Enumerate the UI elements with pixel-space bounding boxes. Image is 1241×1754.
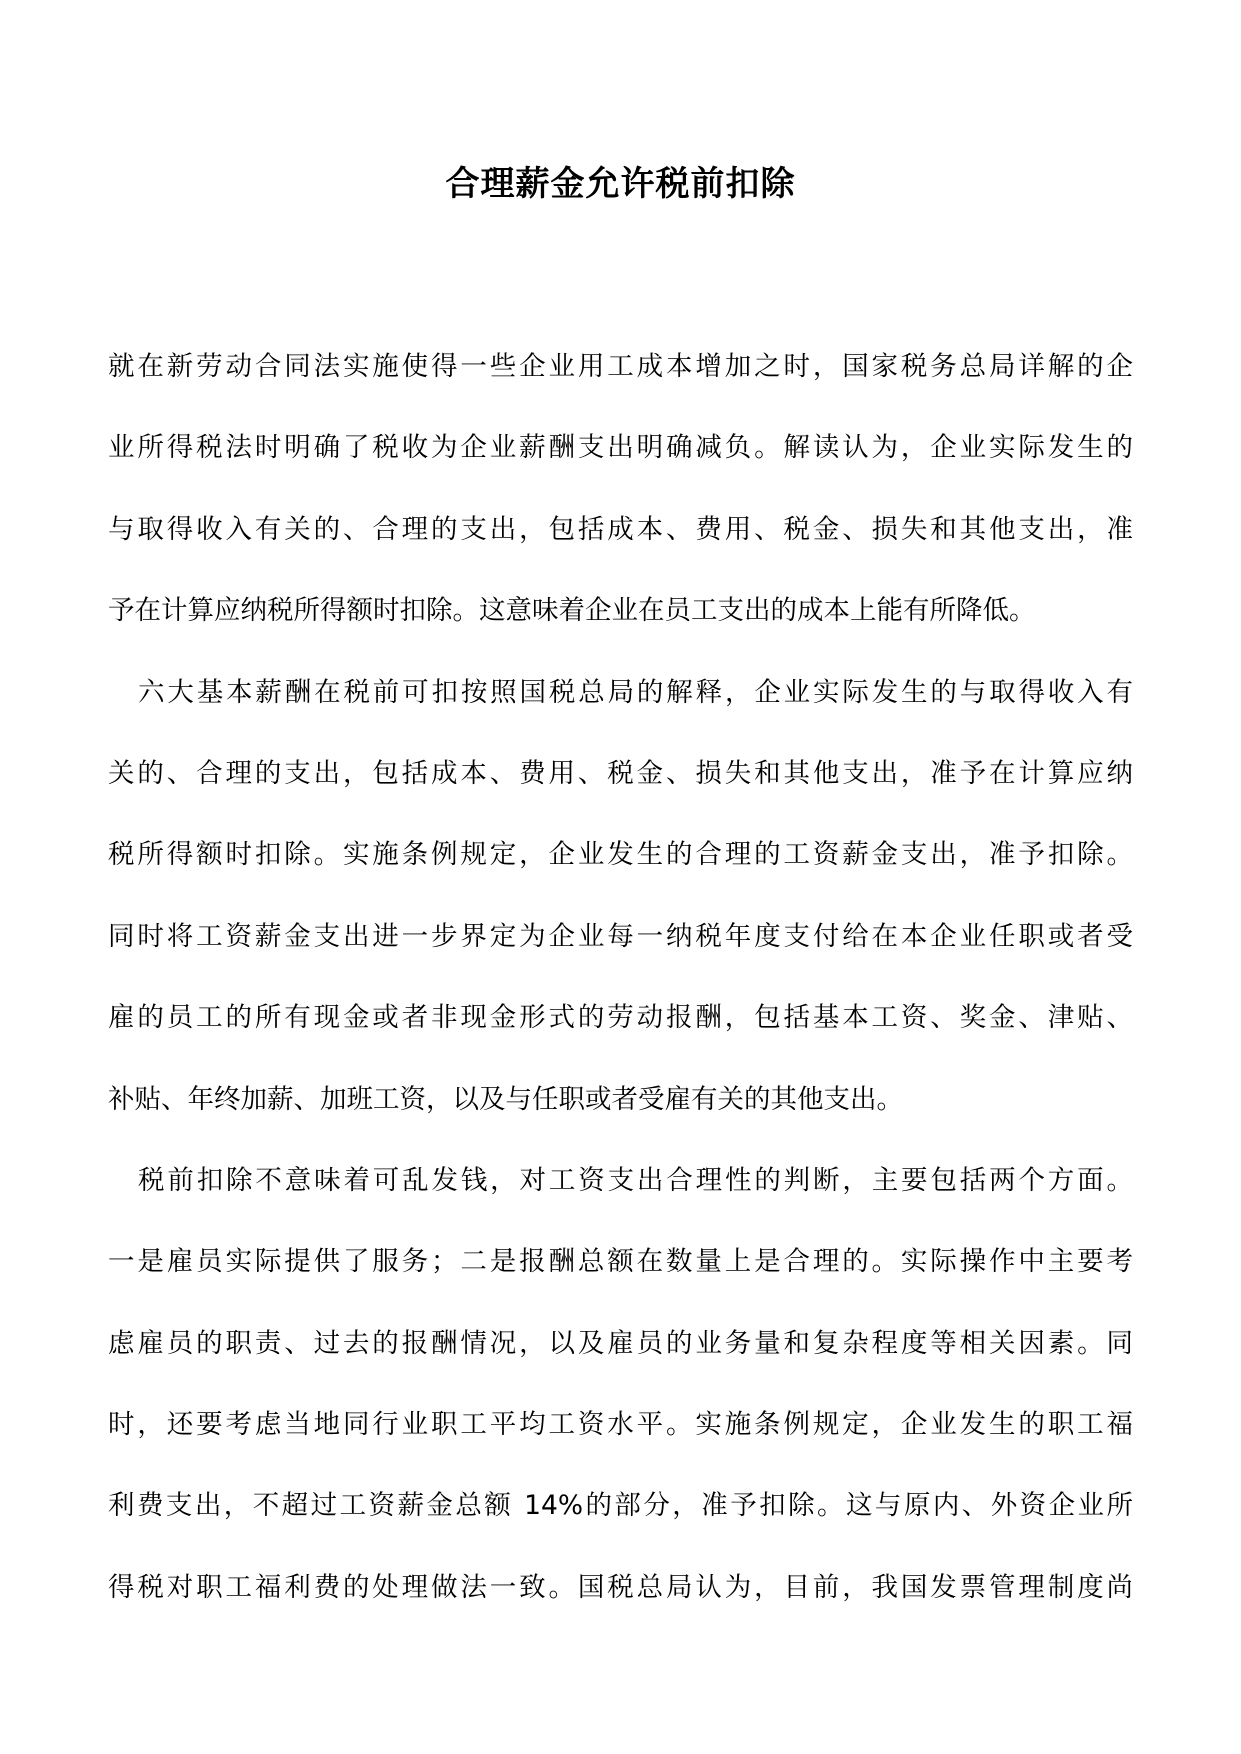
paragraph-3-line-6: 得税对职工福利费的处理做法一致。国税总局认为，目前，我国发票管理制度尚 — [108, 1571, 1133, 1603]
paragraph-3-line-3: 虑雇员的职责、过去的报酬情况，以及雇员的业务量和复杂程度等相关因素。同 — [108, 1327, 1133, 1359]
document-body — [108, 347, 1133, 1649]
paragraph-1-line-2: 业所得税法时明确了税收为企业薪酬支出明确减负。解读认为，企业实际发生的 — [108, 432, 1133, 464]
paragraph-1-line-3: 与取得收入有关的、合理的支出，包括成本、费用、税金、损失和其他支出，准 — [108, 513, 1133, 545]
paragraph-3-line-1: 税前扣除不意味着可乱发钱，对工资支出合理性的判断，主要包括两个方面。 — [138, 1164, 1133, 1196]
paragraph-2-line-6: 补贴、年终加薪、加班工资，以及与任职或者受雇有关的其他支出。 — [108, 1083, 903, 1115]
paragraph-3-line-2: 一是雇员实际提供了服务；二是报酬总额在数量上是合理的。实际操作中主要考 — [108, 1246, 1133, 1278]
paragraph-2-line-1: 六大基本薪酬在税前可扣按照国税总局的解释，企业实际发生的与取得收入有 — [138, 676, 1133, 708]
paragraph-1-line-4: 予在计算应纳税所得额时扣除。这意味着企业在员工支出的成本上能有所降低。 — [108, 595, 1036, 627]
paragraph-3-line-5: 利费支出，不超过工资薪金总额 14%的部分，准予扣除。这与原内、外资企业所 — [108, 1490, 1133, 1522]
paragraph-2-line-2: 关的、合理的支出，包括成本、费用、税金、损失和其他支出，准予在计算应纳 — [108, 757, 1133, 789]
paragraph-1-line-1: 就在新劳动合同法实施使得一些企业用工成本增加之时，国家税务总局详解的企 — [108, 351, 1133, 382]
paragraph-2-line-4: 同时将工资薪金支出进一步界定为企业每一纳税年度支付给在本企业任职或者受 — [108, 920, 1133, 952]
paragraph-2-line-5: 雇的员工的所有现金或者非现金形式的劳动报酬，包括基本工资、奖金、津贴、 — [108, 1002, 1133, 1034]
paragraph-2-line-3: 税所得额时扣除。实施条例规定，企业发生的合理的工资薪金支出，准予扣除。 — [108, 839, 1133, 871]
paragraph-3-line-4: 时，还要考虑当地同行业职工平均工资水平。实施条例规定，企业发生的职工福 — [108, 1409, 1133, 1441]
document-title: 合理薪金允许税前扣除 — [445, 164, 796, 204]
